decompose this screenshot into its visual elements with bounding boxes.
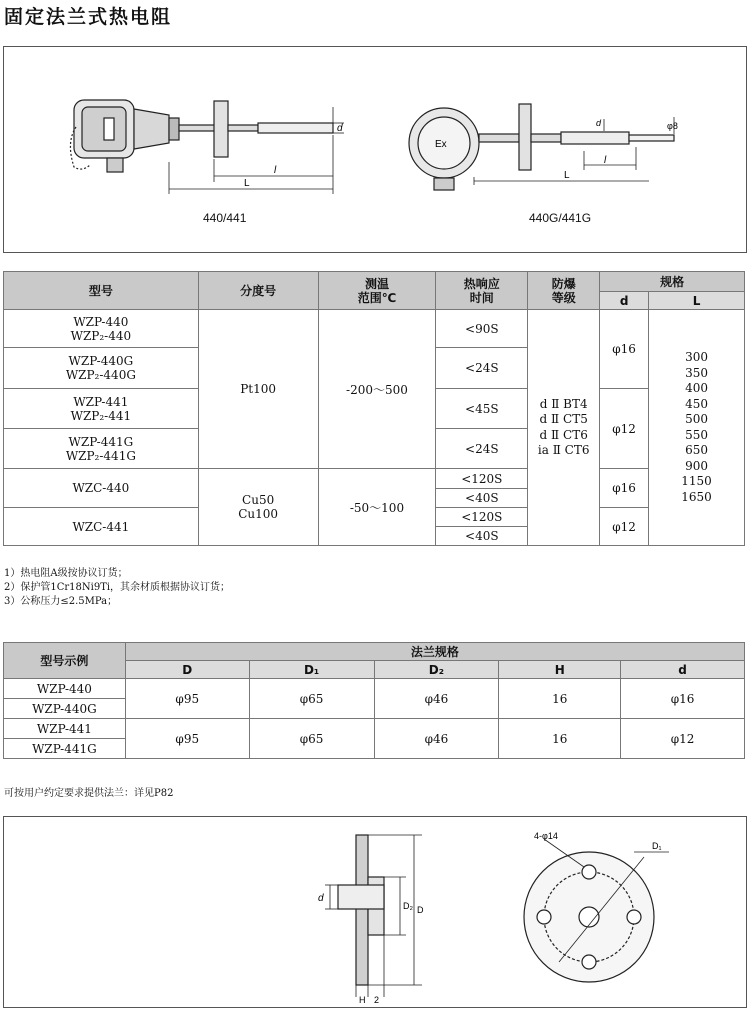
flange-D2-label: D₂: [403, 901, 413, 911]
flange-H: 16: [499, 719, 621, 759]
flange-table: [3, 642, 745, 759]
example-model: WZP-441G: [4, 739, 126, 759]
flange-D1: φ65: [249, 719, 374, 759]
dim-l-label-left: l: [274, 165, 277, 176]
note-item: 2）保护管1Cr18Ni9Ti，其余材质根据协议订货；: [4, 582, 231, 593]
L-value: 650: [685, 443, 708, 457]
flange-D: φ95: [125, 719, 249, 759]
dim-L-label-left: L: [244, 178, 250, 189]
sensor-440g-drawing: [409, 104, 674, 190]
model-name: WZP-441: [73, 394, 129, 409]
example-model: WZP-440: [4, 679, 126, 699]
flange-H: 16: [499, 679, 621, 719]
L-value: 350: [685, 365, 708, 380]
L-value: 400: [685, 381, 708, 395]
header-temp-range-line2: 范围℃: [357, 290, 397, 305]
flange-D2: φ46: [374, 679, 499, 719]
header-model: 型号: [4, 272, 199, 310]
notes: [4, 567, 230, 609]
sensor-drawings: [4, 47, 746, 252]
header-flange: 法兰规格: [125, 643, 744, 661]
dim-d-label-right: d: [596, 118, 602, 128]
flange-H-label: H: [359, 995, 366, 1005]
example-model: WZP-440G: [4, 699, 126, 719]
model-name: WZP-441G: [68, 434, 134, 449]
header-spec-d: d: [600, 292, 649, 310]
header-D: D: [125, 661, 249, 679]
d-cell: φ16: [600, 469, 649, 508]
header-response-line1: 热响应: [463, 276, 500, 291]
note-item: 3）公称压力≤2.5MPa；: [4, 596, 118, 607]
model-cell: [4, 429, 199, 469]
model-name: WZP₂-440G: [65, 368, 136, 382]
flange-reference-note: 可按用户约定要求提供法兰：详见P82: [4, 788, 174, 799]
header-temp-range-line1: 测温: [364, 276, 389, 291]
L-value: 1650: [681, 489, 712, 504]
dimension-lines-right: [474, 117, 674, 185]
d-cell: φ12: [600, 389, 649, 469]
model-name: WZP-440G: [68, 354, 134, 368]
ex-label: Ex: [435, 139, 447, 150]
model-name: WZP₂-440: [70, 328, 132, 343]
header-temp-range: [318, 272, 436, 310]
range-pt-cell: -200～500: [318, 310, 436, 469]
L-value: 900: [685, 458, 708, 473]
header-D1: D₁: [249, 661, 374, 679]
header-explosion-line2: 等级: [551, 290, 576, 305]
model-name: WZP₂-441G: [65, 448, 136, 463]
response-cell: <90S: [436, 310, 528, 348]
explosion-grade: ia Ⅱ CT6: [537, 443, 590, 457]
dim-phi8-label: φ8: [667, 121, 678, 131]
d-cell: φ16: [600, 310, 649, 389]
flange-side-view: [338, 835, 384, 985]
figure-label-440: 440/441: [203, 211, 247, 225]
dim-d-label-left: d: [337, 123, 343, 134]
response-cell: <24S: [436, 429, 528, 469]
note-item: 1）热电阻A级按协议订货；: [4, 568, 128, 579]
holes-label: 4-φ14: [534, 831, 558, 841]
product-drawing-panel: [3, 46, 747, 253]
flange-D1-label: D₁: [652, 841, 662, 851]
flange-d: φ12: [621, 719, 745, 759]
sensor-440-drawing: [70, 100, 333, 172]
model-name: WZP-440: [73, 314, 129, 329]
model-cell: WZC-440: [4, 469, 199, 508]
explosion-grade: d Ⅱ CT6: [539, 427, 588, 442]
response-cell: <40S: [436, 489, 528, 508]
header-spec-L: L: [649, 292, 745, 310]
response-cell: <120S: [436, 469, 528, 489]
explosion-grade: d Ⅱ BT4: [539, 396, 588, 411]
L-value: 300: [685, 350, 708, 364]
flange-front-view: [524, 839, 669, 982]
header-H: H: [499, 661, 621, 679]
flange-drawing-panel: [3, 816, 747, 1008]
dim-L-label-right: L: [564, 170, 570, 181]
response-cell: <24S: [436, 348, 528, 389]
header-spec: 规格: [600, 272, 745, 292]
flange-d-label: d: [318, 893, 324, 904]
header-example: 型号示例: [4, 643, 126, 679]
graduation-pt-cell: Pt100: [198, 310, 318, 469]
L-value: 550: [685, 427, 708, 442]
flange-2-label: 2: [374, 995, 380, 1005]
header-explosion-line1: 防爆: [551, 276, 576, 291]
header-response-line2: 时间: [469, 290, 494, 305]
L-values-cell: [649, 310, 745, 546]
graduation-cu100: Cu100: [238, 507, 279, 521]
graduation-cu-cell: [198, 469, 318, 546]
flange-D: φ95: [125, 679, 249, 719]
flange-drawings: [4, 817, 746, 1007]
L-value: 500: [685, 412, 708, 426]
L-value: 450: [685, 396, 708, 411]
flange-D2: φ46: [374, 719, 499, 759]
L-value: 1150: [681, 474, 712, 488]
model-cell: WZC-441: [4, 508, 199, 546]
response-cell: <45S: [436, 389, 528, 429]
dimension-lines-left: [169, 107, 344, 194]
flange-d: φ16: [621, 679, 745, 719]
example-model: WZP-441: [4, 719, 126, 739]
header-d: d: [621, 661, 745, 679]
flange-D1: φ65: [249, 679, 374, 719]
flange-D-label: D: [417, 905, 424, 915]
graduation-cu50: Cu50: [242, 493, 275, 507]
header-graduation: 分度号: [198, 272, 318, 310]
response-cell: <120S: [436, 508, 528, 527]
explosion-cell: [528, 310, 600, 546]
header-D2: D₂: [374, 661, 499, 679]
model-cell: [4, 389, 199, 429]
header-response: [436, 272, 528, 310]
figure-label-440g: 440G/441G: [529, 211, 592, 225]
model-cell: [4, 348, 199, 389]
dim-l-label-right: l: [604, 155, 607, 166]
response-cell: <40S: [436, 527, 528, 546]
range-cu-cell: -50～100: [318, 469, 436, 546]
model-name: WZP₂-441: [70, 408, 132, 423]
header-explosion: [528, 272, 600, 310]
explosion-grade: d Ⅱ CT5: [539, 412, 588, 426]
page-title: 固定法兰式热电阻: [4, 6, 173, 28]
spec-table: [3, 271, 745, 546]
model-cell: [4, 310, 199, 348]
d-cell: φ12: [600, 508, 649, 546]
